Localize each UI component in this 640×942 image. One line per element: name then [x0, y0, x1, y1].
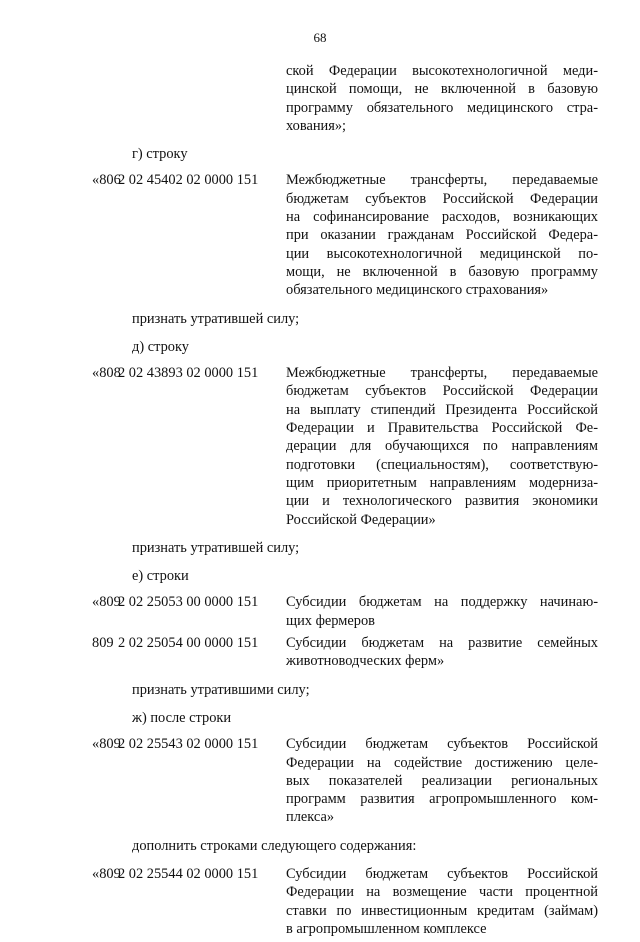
classification-row — [92, 364, 598, 529]
budget-code: 2 02 25544 02 0000 151 — [118, 865, 259, 882]
text-line: Субсидии бюджетам субъектов Российской — [286, 736, 598, 753]
text-line: Федерации на возмещение части процентной — [286, 884, 598, 901]
admin-code: «809 — [92, 594, 121, 611]
amendment-instruction: д) строку — [132, 338, 189, 355]
text-line: Федерации и Правительства Российской Фе- — [286, 420, 598, 437]
text-line: ставки по инвестиционным кредитам (займам) — [286, 902, 598, 919]
text-line: Межбюджетные трансферты, передаваемые — [286, 172, 598, 189]
text-line: обязательного медицинского страхования» — [286, 282, 549, 299]
classification-row — [92, 865, 598, 938]
classification-row — [92, 171, 598, 299]
admin-code: 809 — [92, 635, 114, 652]
continued-text — [286, 62, 598, 135]
income-description — [286, 593, 598, 630]
text-line: Субсидии бюджетам на поддержку начинаю- — [286, 594, 598, 611]
text-line: животноводческих ферм» — [286, 653, 445, 670]
document-body — [92, 62, 598, 942]
classification-row — [92, 593, 598, 630]
text-line: подготовки (специальностям), соответствую- — [286, 456, 598, 473]
text-line: Межбюджетные трансферты, передаваемые — [286, 365, 598, 382]
text-line: щим приоритетным направлениям модерниза- — [286, 474, 598, 491]
income-description — [286, 171, 598, 299]
classification-row — [92, 634, 598, 671]
text-line: на выплату стипендий Президента Российской — [286, 401, 598, 418]
text-line: цинской помощи, не включенной в базовую — [286, 81, 598, 98]
text-line: мощи, не включенной в базовую программу — [286, 263, 598, 280]
amendment-closing: признать утратившей силу; — [132, 539, 300, 556]
page-number: 68 — [313, 30, 327, 45]
text-line: программу обязательного медицинского стра- — [286, 99, 598, 116]
text-line: ской Федерации высокотехнологичной меди- — [286, 63, 598, 79]
text-line: бюджетам субъектов Российской Федерации — [286, 383, 598, 400]
admin-code: «809 — [92, 865, 121, 882]
text-line: Субсидии бюджетам на развитие семейных — [286, 635, 598, 652]
text-line: на софинансирование расходов, возникающих — [286, 209, 598, 226]
amendment-instruction: г) строку — [132, 146, 188, 163]
text-line: щих фермеров — [286, 612, 375, 629]
text-line: при оказании гражданам Российской Федера- — [286, 227, 598, 244]
income-description — [286, 735, 598, 826]
admin-code: «808 — [92, 365, 121, 382]
amendment-instruction: е) строки — [132, 568, 189, 585]
income-description — [286, 364, 598, 529]
text-line: ции высокотехнологичной медицинской по- — [286, 245, 598, 262]
text-line: хования»; — [286, 117, 347, 134]
text-line: в агропромышленном комплексе — [286, 920, 487, 937]
amendment-closing: дополнить строками следующего содержания: — [132, 837, 417, 854]
amendment-instruction: ж) после строки — [132, 709, 232, 726]
classification-row — [92, 735, 598, 826]
admin-code: «806 — [92, 172, 121, 189]
text-line: дерации для обучающихся по направлениям — [286, 438, 598, 455]
budget-code: 2 02 25053 00 0000 151 — [118, 594, 259, 611]
admin-code: «809 — [92, 736, 121, 753]
budget-code: 2 02 45402 02 0000 151 — [118, 172, 259, 189]
amendment-closing: признать утратившими силу; — [132, 681, 310, 698]
text-line: бюджетам субъектов Российской Федерации — [286, 190, 598, 207]
text-line: Федерации на содействие достижению целе- — [286, 754, 598, 771]
income-description — [286, 865, 598, 938]
budget-code: 2 02 25054 00 0000 151 — [118, 635, 259, 652]
amendment-sections — [92, 145, 598, 938]
text-line: ции и технологического развития экономики — [286, 493, 598, 510]
text-line: программ развития агропромышленного ком- — [286, 791, 598, 808]
text-line: Российской Федерации» — [286, 511, 436, 528]
text-line: плекса» — [286, 809, 335, 826]
amendment-closing: признать утратившей силу; — [132, 310, 300, 327]
income-description — [286, 634, 598, 671]
budget-code: 2 02 25543 02 0000 151 — [118, 736, 259, 753]
budget-code: 2 02 43893 02 0000 151 — [118, 365, 259, 382]
text-line: вых показателей реализации региональных — [286, 772, 598, 789]
text-line: Субсидии бюджетам субъектов Российской — [286, 865, 598, 882]
